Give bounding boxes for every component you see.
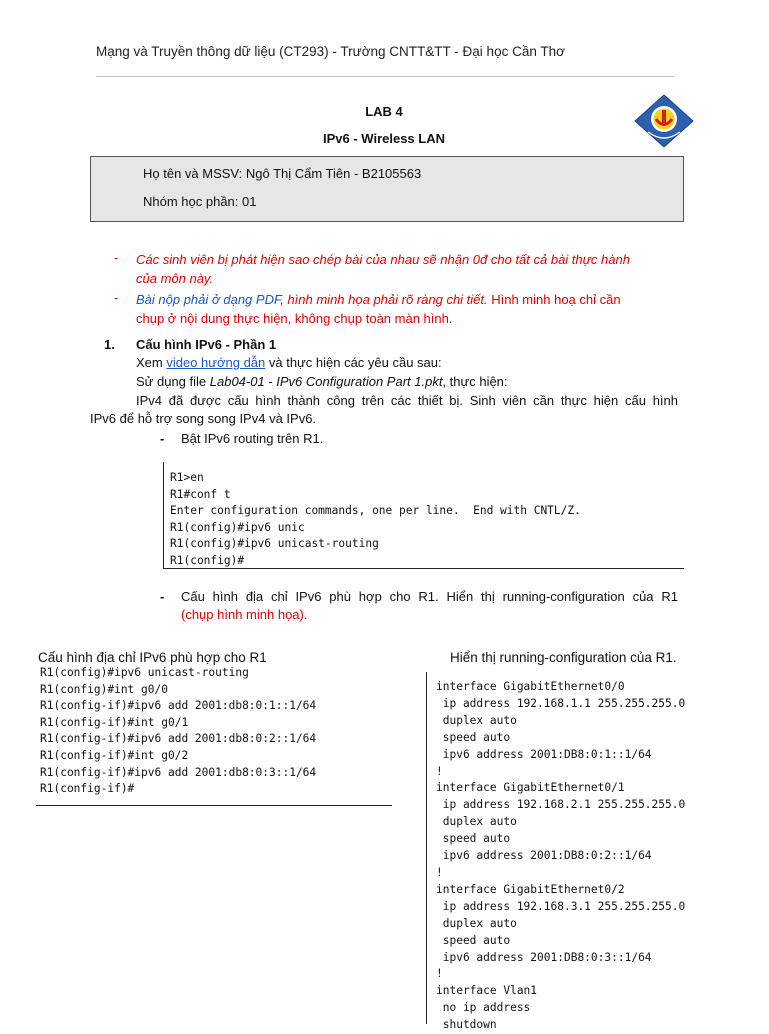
task-2-line-b: (chụp hình minh họa). xyxy=(181,607,308,622)
note-1-line-a: Các sinh viên bị phát hiện sao chép bài của nhau sẽ nhận 0đ cho tất cả bài thực hành xyxy=(136,252,630,267)
student-name-line: Họ tên và MSSV: Ngô Thị Cẩm Tiên - B2105563 xyxy=(143,166,422,181)
section-line-1 xyxy=(136,354,442,371)
note-1-dash: - xyxy=(114,250,119,265)
note-2-dash: - xyxy=(114,290,119,305)
note-2-red-1: , hình minh họa phải rõ ràng chi tiết. xyxy=(280,292,488,307)
terminal-screenshot-1 xyxy=(163,462,684,569)
document-header: Mạng và Truyền thông dữ liệu (CT293) - Trường CNTT&TT - Đại học Cần Thơ xyxy=(96,44,565,59)
section-number: 1. xyxy=(104,337,115,352)
lab-number: LAB 4 xyxy=(365,104,403,119)
header-divider xyxy=(96,76,674,77)
caption-right: Hiển thị running-configuration của R1. xyxy=(450,650,677,665)
line2-post: , thực hiện: xyxy=(442,374,508,389)
note-1 xyxy=(136,250,696,288)
terminal-1-text: R1>en R1#conf t Enter configuration commands, one per line. End with CNTL/Z. R1(config)#ipv6 unic R1(config)#ipv6 unicast-routing R1(config)# xyxy=(170,471,581,567)
note-2 xyxy=(136,290,696,328)
student-info-box xyxy=(90,156,684,222)
task-2-line-a: Cấu hình địa chỉ IPv6 phù hợp cho R1. Hiển thị running-configuration của R1 xyxy=(181,589,678,604)
student-group-line: Nhóm học phần: 01 xyxy=(143,194,257,209)
terminal-2-text: R1(config)#ipv6 unicast-routing R1(config)#int g0/0 R1(config-if)#ipv6 add 2001:db8:0:1::1/64 R1(config-if)#int g0/1 R1(config-if)#ipv6 add 2001:db8:0:2::1/64 R1(config-if)#int g0/2 R1(config-if)#ipv6 add 2001:db8:0:3::1/64 R1(config-if)# xyxy=(40,666,317,796)
note-2-blue: Bài nộp phải ở dạng PDF xyxy=(136,292,281,307)
lab-file-name: Lab04-01 - IPv6 Configuration Part 1.pkt xyxy=(209,374,443,389)
caption-left: Cấu hình địa chỉ IPv6 phù hợp cho R1 xyxy=(38,650,267,665)
section-line-3a: IPv4 đã được cấu hình thành công trên các thiết bị. Sinh viên cần thực hiện cấu hình xyxy=(136,393,678,408)
note-2-red-2: Hình minh hoạ chỉ cần xyxy=(487,292,621,307)
task-2-dash: - xyxy=(160,589,165,604)
terminal-screenshot-2 xyxy=(36,666,392,806)
section-line-3b: IPv6 để hỗ trợ song song IPv4 và IPv6. xyxy=(90,411,317,426)
note-2-line-b: chụp ở nội dung thực hiện, không chụp toàn màn hình. xyxy=(136,311,453,326)
line2-pre: Sử dụng file xyxy=(136,374,210,389)
university-logo xyxy=(634,94,694,148)
line1-post: và thực hiện các yêu cầu sau: xyxy=(265,355,442,370)
video-guide-link[interactable]: video hướng dẫn xyxy=(166,355,266,370)
terminal-3-text: interface GigabitEthernet0/0 ip address 192.168.1.1 255.255.255.0 duplex auto speed auto ipv6 address 2001:DB8:0:1::1/64 ! interface GigabitEthernet0/1 ip address 192.168.2.1 255.255.255.0 duplex auto speed auto ipv6 address 2001:DB8:0:2::1/64 ! interface GigabitEthernet0/2 ip address 192.168.3.1 255.255.255.0 duplex auto speed auto ipv6 address 2001:DB8:0:3::1/64 ! interface Vlan1 no ip address shutdown xyxy=(436,680,686,1032)
task-1-dash: - xyxy=(160,431,165,446)
line1-pre: Xem xyxy=(136,355,167,370)
section-title: Cấu hình IPv6 - Phần 1 xyxy=(136,337,277,352)
section-line-2 xyxy=(136,373,508,390)
note-1-line-b: của môn này. xyxy=(136,271,214,286)
lab-subtitle: IPv6 - Wireless LAN xyxy=(323,131,445,146)
terminal-screenshot-3 xyxy=(426,672,769,1032)
task-1: Bật IPv6 routing trên R1. xyxy=(181,431,324,446)
